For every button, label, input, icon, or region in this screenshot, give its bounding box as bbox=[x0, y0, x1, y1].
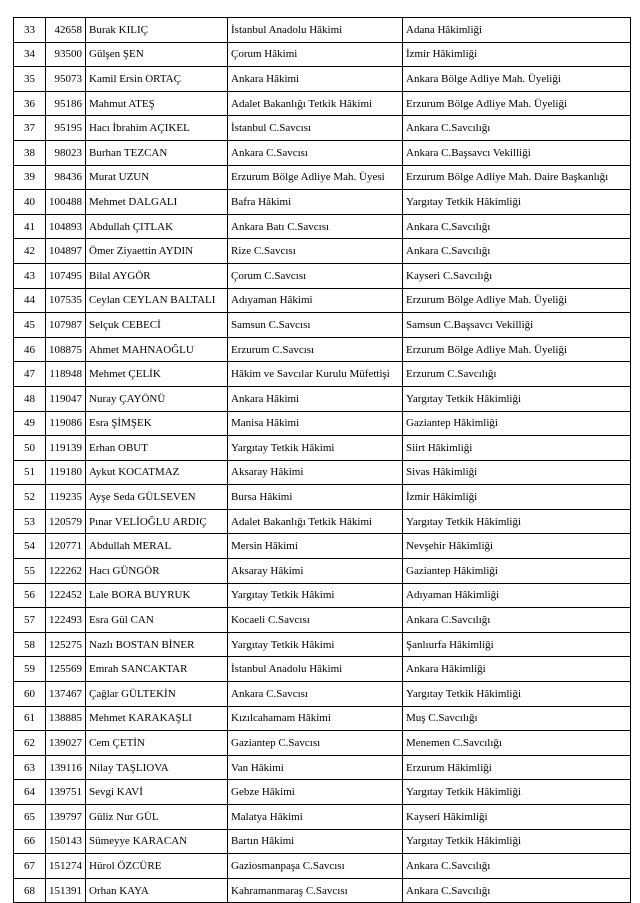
row-number-cell: 63 bbox=[14, 755, 46, 780]
row-number-cell: 54 bbox=[14, 534, 46, 559]
new-post-cell: Ankara C.Savcılığı bbox=[403, 214, 631, 239]
new-post-cell: Yargıtay Tetkik Hâkimliği bbox=[403, 780, 631, 805]
registry-number-cell: 108875 bbox=[46, 337, 86, 362]
registry-number-cell: 119086 bbox=[46, 411, 86, 436]
registry-number-cell: 119047 bbox=[46, 386, 86, 411]
table-row bbox=[14, 731, 631, 756]
appointment-table bbox=[13, 17, 631, 903]
row-number-cell: 68 bbox=[14, 878, 46, 903]
current-post-cell: Ankara Hâkimi bbox=[228, 386, 403, 411]
current-post-cell: Bartın Hâkimi bbox=[228, 829, 403, 854]
table-row bbox=[14, 436, 631, 461]
person-name-cell: Güliz Nur GÜL bbox=[86, 805, 228, 830]
table-row bbox=[14, 534, 631, 559]
current-post-cell: Kocaeli C.Savcısı bbox=[228, 608, 403, 633]
row-number-cell: 38 bbox=[14, 140, 46, 165]
new-post-cell: Ankara C.Savcılığı bbox=[403, 116, 631, 141]
person-name-cell: Ahmet MAHNAOĞLU bbox=[86, 337, 228, 362]
person-name-cell: Burhan TEZCAN bbox=[86, 140, 228, 165]
current-post-cell: Malatya Hâkimi bbox=[228, 805, 403, 830]
registry-number-cell: 125569 bbox=[46, 657, 86, 682]
current-post-cell: Ankara C.Savcısı bbox=[228, 140, 403, 165]
new-post-cell: Erzurum Bölge Adliye Mah. Üyeliği bbox=[403, 91, 631, 116]
person-name-cell: Ayşe Seda GÜLSEVEN bbox=[86, 485, 228, 510]
current-post-cell: Kahramanmaraş C.Savcısı bbox=[228, 878, 403, 903]
new-post-cell: Kayseri Hâkimliği bbox=[403, 805, 631, 830]
row-number-cell: 36 bbox=[14, 91, 46, 116]
person-name-cell: Pınar VELİOĞLU ARDIÇ bbox=[86, 509, 228, 534]
table-row bbox=[14, 386, 631, 411]
table-row bbox=[14, 854, 631, 879]
person-name-cell: Nazlı BOSTAN BİNER bbox=[86, 632, 228, 657]
registry-number-cell: 98023 bbox=[46, 140, 86, 165]
row-number-cell: 65 bbox=[14, 805, 46, 830]
registry-number-cell: 104893 bbox=[46, 214, 86, 239]
row-number-cell: 49 bbox=[14, 411, 46, 436]
new-post-cell: Yargıtay Tetkik Hâkimliği bbox=[403, 386, 631, 411]
current-post-cell: Gaziantep C.Savcısı bbox=[228, 731, 403, 756]
row-number-cell: 55 bbox=[14, 559, 46, 584]
registry-number-cell: 120771 bbox=[46, 534, 86, 559]
new-post-cell: Erzurum Bölge Adliye Mah. Daire Başkanlığı bbox=[403, 165, 631, 190]
current-post-cell: Yargıtay Tetkik Hâkimi bbox=[228, 583, 403, 608]
person-name-cell: Abdullah ÇITLAK bbox=[86, 214, 228, 239]
table-row bbox=[14, 214, 631, 239]
new-post-cell: Sivas Hâkimliği bbox=[403, 460, 631, 485]
registry-number-cell: 95073 bbox=[46, 67, 86, 92]
new-post-cell: Erzurum Hâkimliği bbox=[403, 755, 631, 780]
registry-number-cell: 122452 bbox=[46, 583, 86, 608]
person-name-cell: Gülşen ŞEN bbox=[86, 42, 228, 67]
table-row bbox=[14, 337, 631, 362]
current-post-cell: Adalet Bakanlığı Tetkik Hâkimi bbox=[228, 509, 403, 534]
row-number-cell: 59 bbox=[14, 657, 46, 682]
new-post-cell: Ankara Hâkimliği bbox=[403, 657, 631, 682]
row-number-cell: 43 bbox=[14, 263, 46, 288]
current-post-cell: Ankara C.Savcısı bbox=[228, 682, 403, 707]
person-name-cell: Mahmut ATEŞ bbox=[86, 91, 228, 116]
person-name-cell: Abdullah MERAL bbox=[86, 534, 228, 559]
current-post-cell: İstanbul C.Savcısı bbox=[228, 116, 403, 141]
new-post-cell: Muş C.Savcılığı bbox=[403, 706, 631, 731]
registry-number-cell: 93500 bbox=[46, 42, 86, 67]
new-post-cell: Erzurum Bölge Adliye Mah. Üyeliği bbox=[403, 337, 631, 362]
row-number-cell: 35 bbox=[14, 67, 46, 92]
row-number-cell: 62 bbox=[14, 731, 46, 756]
person-name-cell: Erhan OBUT bbox=[86, 436, 228, 461]
table-row bbox=[14, 878, 631, 903]
registry-number-cell: 138885 bbox=[46, 706, 86, 731]
table-row bbox=[14, 805, 631, 830]
new-post-cell: Gaziantep Hâkimliği bbox=[403, 411, 631, 436]
new-post-cell: Kayseri C.Savcılığı bbox=[403, 263, 631, 288]
current-post-cell: Adıyaman Hâkimi bbox=[228, 288, 403, 313]
registry-number-cell: 119139 bbox=[46, 436, 86, 461]
registry-number-cell: 95195 bbox=[46, 116, 86, 141]
row-number-cell: 37 bbox=[14, 116, 46, 141]
table-row bbox=[14, 288, 631, 313]
row-number-cell: 66 bbox=[14, 829, 46, 854]
current-post-cell: Kızılcahamam Hâkimi bbox=[228, 706, 403, 731]
row-number-cell: 33 bbox=[14, 18, 46, 43]
row-number-cell: 40 bbox=[14, 190, 46, 215]
current-post-cell: Adalet Bakanlığı Tetkik Hâkimi bbox=[228, 91, 403, 116]
person-name-cell: Aykut KOCATMAZ bbox=[86, 460, 228, 485]
table-row bbox=[14, 18, 631, 43]
table-row bbox=[14, 706, 631, 731]
row-number-cell: 34 bbox=[14, 42, 46, 67]
new-post-cell: İzmir Hâkimliği bbox=[403, 485, 631, 510]
person-name-cell: Emrah SANCAKTAR bbox=[86, 657, 228, 682]
current-post-cell: Manisa Hâkimi bbox=[228, 411, 403, 436]
new-post-cell: Adıyaman Hâkimliği bbox=[403, 583, 631, 608]
current-post-cell: İstanbul Anadolu Hâkimi bbox=[228, 657, 403, 682]
new-post-cell: Ankara C.Savcılığı bbox=[403, 878, 631, 903]
row-number-cell: 67 bbox=[14, 854, 46, 879]
registry-number-cell: 107987 bbox=[46, 313, 86, 338]
table-row bbox=[14, 313, 631, 338]
registry-number-cell: 120579 bbox=[46, 509, 86, 534]
registry-number-cell: 139797 bbox=[46, 805, 86, 830]
person-name-cell: Bilal AYGÖR bbox=[86, 263, 228, 288]
new-post-cell: Samsun C.Başsavcı Vekilliği bbox=[403, 313, 631, 338]
new-post-cell: Ankara Bölge Adliye Mah. Üyeliği bbox=[403, 67, 631, 92]
row-number-cell: 48 bbox=[14, 386, 46, 411]
person-name-cell: Orhan KAYA bbox=[86, 878, 228, 903]
new-post-cell: Erzurum Bölge Adliye Mah. Üyeliği bbox=[403, 288, 631, 313]
row-number-cell: 53 bbox=[14, 509, 46, 534]
table-row bbox=[14, 755, 631, 780]
current-post-cell: Samsun C.Savcısı bbox=[228, 313, 403, 338]
person-name-cell: Hacı GÜNGÖR bbox=[86, 559, 228, 584]
row-number-cell: 57 bbox=[14, 608, 46, 633]
table-row bbox=[14, 411, 631, 436]
current-post-cell: Bursa Hâkimi bbox=[228, 485, 403, 510]
table-row bbox=[14, 509, 631, 534]
person-name-cell: Esra Gül CAN bbox=[86, 608, 228, 633]
new-post-cell: Ankara C.Savcılığı bbox=[403, 239, 631, 264]
table-row bbox=[14, 140, 631, 165]
row-number-cell: 58 bbox=[14, 632, 46, 657]
row-number-cell: 47 bbox=[14, 362, 46, 387]
registry-number-cell: 139751 bbox=[46, 780, 86, 805]
registry-number-cell: 119235 bbox=[46, 485, 86, 510]
current-post-cell: Aksaray Hâkimi bbox=[228, 559, 403, 584]
new-post-cell: Yargıtay Tetkik Hâkimliği bbox=[403, 509, 631, 534]
table-row bbox=[14, 91, 631, 116]
new-post-cell: Şanlıurfa Hâkimliği bbox=[403, 632, 631, 657]
registry-number-cell: 122493 bbox=[46, 608, 86, 633]
current-post-cell: Yargıtay Tetkik Hâkimi bbox=[228, 632, 403, 657]
person-name-cell: Hacı İbrahim AÇIKEL bbox=[86, 116, 228, 141]
new-post-cell: Nevşehir Hâkimliği bbox=[403, 534, 631, 559]
registry-number-cell: 118948 bbox=[46, 362, 86, 387]
row-number-cell: 39 bbox=[14, 165, 46, 190]
current-post-cell: Van Hâkimi bbox=[228, 755, 403, 780]
new-post-cell: Ankara C.Savcılığı bbox=[403, 608, 631, 633]
registry-number-cell: 104897 bbox=[46, 239, 86, 264]
current-post-cell: Gaziosmanpaşa C.Savcısı bbox=[228, 854, 403, 879]
new-post-cell: Ankara C.Başsavcı Vekilliği bbox=[403, 140, 631, 165]
person-name-cell: Ömer Ziyaettin AYDIN bbox=[86, 239, 228, 264]
person-name-cell: Murat UZUN bbox=[86, 165, 228, 190]
table-row bbox=[14, 485, 631, 510]
current-post-cell: Aksaray Hâkimi bbox=[228, 460, 403, 485]
registry-number-cell: 150143 bbox=[46, 829, 86, 854]
current-post-cell: Erzurum Bölge Adliye Mah. Üyesi bbox=[228, 165, 403, 190]
person-name-cell: Mehmet KARAKAŞLI bbox=[86, 706, 228, 731]
row-number-cell: 56 bbox=[14, 583, 46, 608]
current-post-cell: Yargıtay Tetkik Hâkimi bbox=[228, 436, 403, 461]
row-number-cell: 41 bbox=[14, 214, 46, 239]
new-post-cell: Yargıtay Tetkik Hâkimliği bbox=[403, 682, 631, 707]
person-name-cell: Lale BORA BUYRUK bbox=[86, 583, 228, 608]
new-post-cell: Erzurum C.Savcılığı bbox=[403, 362, 631, 387]
registry-number-cell: 139116 bbox=[46, 755, 86, 780]
person-name-cell: Hürol ÖZCÜRE bbox=[86, 854, 228, 879]
new-post-cell: Yargıtay Tetkik Hâkimliği bbox=[403, 829, 631, 854]
current-post-cell: Ankara Hâkimi bbox=[228, 67, 403, 92]
registry-number-cell: 95186 bbox=[46, 91, 86, 116]
person-name-cell: Çağlar GÜLTEKİN bbox=[86, 682, 228, 707]
table-row bbox=[14, 608, 631, 633]
new-post-cell: Gaziantep Hâkimliği bbox=[403, 559, 631, 584]
registry-number-cell: 137467 bbox=[46, 682, 86, 707]
table-row bbox=[14, 116, 631, 141]
person-name-cell: Burak KILIÇ bbox=[86, 18, 228, 43]
row-number-cell: 52 bbox=[14, 485, 46, 510]
row-number-cell: 64 bbox=[14, 780, 46, 805]
current-post-cell: Mersin Hâkimi bbox=[228, 534, 403, 559]
new-post-cell: Adana Hâkimliği bbox=[403, 18, 631, 43]
current-post-cell: Çorum C.Savcısı bbox=[228, 263, 403, 288]
person-name-cell: Mehmet ÇELİK bbox=[86, 362, 228, 387]
table-row bbox=[14, 657, 631, 682]
row-number-cell: 46 bbox=[14, 337, 46, 362]
person-name-cell: Sümeyye KARACAN bbox=[86, 829, 228, 854]
current-post-cell: Bafra Hâkimi bbox=[228, 190, 403, 215]
person-name-cell: Mehmet DALGALI bbox=[86, 190, 228, 215]
registry-number-cell: 119180 bbox=[46, 460, 86, 485]
person-name-cell: Selçuk CEBECİ bbox=[86, 313, 228, 338]
new-post-cell: Yargıtay Tetkik Hâkimliği bbox=[403, 190, 631, 215]
new-post-cell: Siirt Hâkimliği bbox=[403, 436, 631, 461]
row-number-cell: 44 bbox=[14, 288, 46, 313]
person-name-cell: Nilay TAŞLIOVA bbox=[86, 755, 228, 780]
current-post-cell: Çorum Hâkimi bbox=[228, 42, 403, 67]
current-post-cell: Ankara Batı C.Savcısı bbox=[228, 214, 403, 239]
new-post-cell: Menemen C.Savcılığı bbox=[403, 731, 631, 756]
registry-number-cell: 98436 bbox=[46, 165, 86, 190]
table-row bbox=[14, 632, 631, 657]
registry-number-cell: 122262 bbox=[46, 559, 86, 584]
table-row bbox=[14, 67, 631, 92]
person-name-cell: Ceylan CEYLAN BALTALI bbox=[86, 288, 228, 313]
table-row bbox=[14, 263, 631, 288]
table-row bbox=[14, 829, 631, 854]
row-number-cell: 51 bbox=[14, 460, 46, 485]
row-number-cell: 45 bbox=[14, 313, 46, 338]
table-row bbox=[14, 559, 631, 584]
appointment-table-body bbox=[14, 18, 631, 903]
table-row bbox=[14, 239, 631, 264]
registry-number-cell: 107535 bbox=[46, 288, 86, 313]
table-row bbox=[14, 190, 631, 215]
table-row bbox=[14, 165, 631, 190]
person-name-cell: Cem ÇETİN bbox=[86, 731, 228, 756]
table-row bbox=[14, 780, 631, 805]
table-row bbox=[14, 460, 631, 485]
registry-number-cell: 100488 bbox=[46, 190, 86, 215]
person-name-cell: Kamil Ersin ORTAÇ bbox=[86, 67, 228, 92]
current-post-cell: Gebze Hâkimi bbox=[228, 780, 403, 805]
current-post-cell: Erzurum C.Savcısı bbox=[228, 337, 403, 362]
table-row bbox=[14, 583, 631, 608]
row-number-cell: 50 bbox=[14, 436, 46, 461]
new-post-cell: Ankara C.Savcılığı bbox=[403, 854, 631, 879]
table-row bbox=[14, 362, 631, 387]
registry-number-cell: 151274 bbox=[46, 854, 86, 879]
person-name-cell: Nuray ÇAYÖNÜ bbox=[86, 386, 228, 411]
registry-number-cell: 125275 bbox=[46, 632, 86, 657]
registry-number-cell: 151391 bbox=[46, 878, 86, 903]
current-post-cell: İstanbul Anadolu Hâkimi bbox=[228, 18, 403, 43]
table-row bbox=[14, 42, 631, 67]
new-post-cell: İzmir Hâkimliği bbox=[403, 42, 631, 67]
current-post-cell: Hâkim ve Savcılar Kurulu Müfettişi bbox=[228, 362, 403, 387]
table-row bbox=[14, 682, 631, 707]
current-post-cell: Rize C.Savcısı bbox=[228, 239, 403, 264]
row-number-cell: 42 bbox=[14, 239, 46, 264]
row-number-cell: 61 bbox=[14, 706, 46, 731]
registry-number-cell: 42658 bbox=[46, 18, 86, 43]
person-name-cell: Esra ŞİMŞEK bbox=[86, 411, 228, 436]
registry-number-cell: 107495 bbox=[46, 263, 86, 288]
registry-number-cell: 139027 bbox=[46, 731, 86, 756]
row-number-cell: 60 bbox=[14, 682, 46, 707]
person-name-cell: Sevgi KAVİ bbox=[86, 780, 228, 805]
